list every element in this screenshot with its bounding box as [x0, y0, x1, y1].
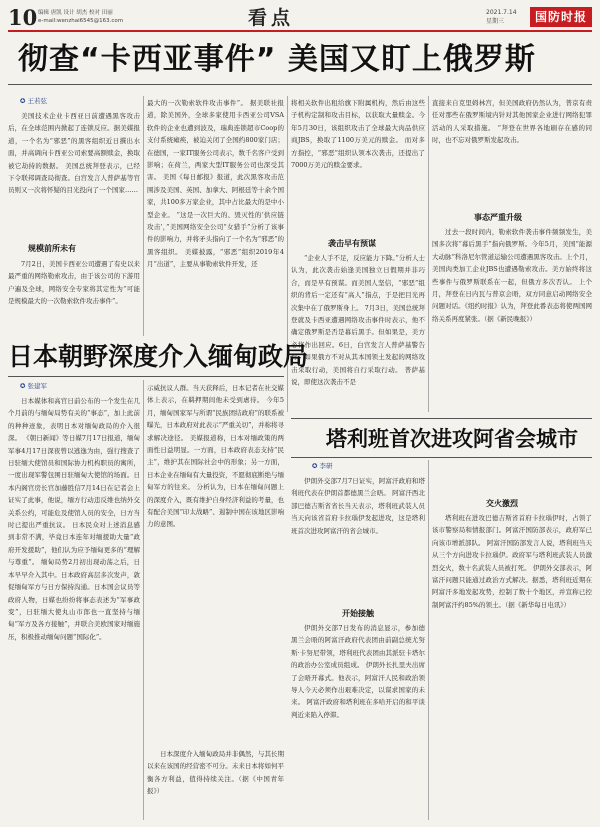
column-rule	[143, 96, 144, 336]
page-header	[8, 6, 592, 32]
email-line: e-mail:wenzhai6545@163.com	[38, 18, 124, 24]
editors-line: 编辑 唐凯 设计 胡杰 校对 田丽	[38, 10, 113, 16]
article3-col2: 塔利班在进攻巴德吉斯省首府卡拉瑙伊时，占领了该市警察局和情报部门。阿富汗国防部表示，政府军已向该市增派部队。 阿富汗国防部发言人说，塔利班当天从三个方向进攻卡拉瑙伊。政府军与塔利班武装人员激烈交火，数十名武装人员被打死。 伊朗外交部表示，阿富汗问题只能通过政治方式解决。据悉，塔利班近期在阿富汗多地发起攻势，控制了数十个地区，并宣称已控制阿富汗约85%的领土。（据《新华每日电讯》）	[432, 514, 592, 609]
section-title: 看点	[248, 7, 295, 29]
article1-col4b: 过去一段时间内，勒索软件袭击事件频频发生，美国多次将“幕后黑手”指向俄罗斯。今年5月，美国“能源大动脉”科洛尼尔管道运输公司遭遇黑客攻击。上个月，美国肉类加工企业JBS也遭遇勒索攻击。美方始终将这些事件与俄罗斯联系在一起，但俄方多次否认。 上个月，拜登在日内瓦与普京会晤，双方同意启动网络安全问题对话。《纽约时报》认为，拜登此番表态将使两国网络关系再度紧张。（据《新民晚报》）	[432, 228, 592, 323]
article3-col2-top	[432, 462, 592, 496]
divider	[291, 418, 592, 419]
article3-col1b: 伊朗外交部7日发布的消息显示，参加德黑兰会晤的阿富汗政府代表团由前副总统尤努斯·卡努尼带领，塔利班代表团由其派驻卡塔尔的政治办公室成员组成。 伊朗外长扎里夫出席了会晤开幕式。他表示，阿富汗人民和政治领导人今天必须作出艰难决定，以谋求国家的未来。 阿富汗政府和塔利班在多哈开启的和平谈判近来陷入停滞。	[291, 624, 425, 719]
column-rule	[428, 460, 429, 820]
article1-subhead-premeditated: 袭击早有预谋	[328, 239, 376, 248]
article1-col3b: “企业人手不足，反应能力下降。”分析人士认为，此次袭击始逢美国独立日假期并非巧合，而是早有预谋。而美国人坚信，“邪恶”组织的背后一定还有“高人”指点，于是把目光再次集中在了俄罗斯身上。 7月3日，美国总统拜登就及卡西亚遭遇网络攻击事件时表示，他不确定俄罗斯是否是幕后黑手。但如果是，美方必将作出回应。6日，白宫发言人普萨基警告称，如果俄方不对从其本国领土发起的网络攻击采取行动，美国将自行采取行动。 普萨基说，即使这次袭击不是	[291, 254, 425, 387]
article1-byline: ✪ 王若弦	[20, 97, 48, 105]
page-number: 10	[8, 5, 38, 30]
article2-col2: 示威抗议人群。当天获释后，日本记者在社交媒体上表示，在羁押期间他未受到虐待。 今年5月，缅甸国家军与所谓“民族团结政府”的联系被曝光，日本政府对此表示“严重关切”，并称将寻求解决途径。 美媒报道称，日本对缅政策的两面性日益明显。一方面，日本政府表态支持“民主”，维护其在国际社会中的形象；另一方面，日本企业在缅甸有大量投资，不愿彻底断绝与缅甸军方的往来。 分析认为，日本在缅甸问题上的深度介入，既有维护自身经济利益的考量，也有配合美国“印太战略”、遏制中国在该地区影响力的意图。	[147, 384, 284, 529]
article3-byline: ✪ 李研	[312, 462, 333, 470]
editor-credits	[38, 9, 123, 25]
article3-subhead-contact: 开始接触	[342, 609, 374, 618]
weekday-line: 星期三	[486, 18, 505, 25]
article1-col2: 最大的一次勒索软件攻击事件”。 据美联社报道，除美国外，全球多家使用卡西亚公司VSA软件的企业也遭到波及，瑞典连锁超市Coop的支付系统瘫痪，被迫关闭了全国约800家门店；在德国，一家IT服务公司表示，数千名客户受到影响；在荷兰，两家大型IT服务公司也深受其害。 美国《每日邮报》报道，此次黑客攻击范围涉及美国、英国、加拿大、阿根廷等十余个国家，共100多万家企业，其中占比最大的是中小型企业。 “这是一次巨大的、毁灭性的‘供应链攻击’，”美国网络安全公司“女猎手”分析了该事件的影响力，并将矛头指向了一个名为“邪恶”的黑客组织。 美媒披露，“邪恶”组织2019年4月“出道”，主要从事勒索软件开发，还	[147, 99, 284, 269]
article2-col2b: 日本深度介入缅甸政局并非偶然，与其长期以来在该国的经营密不可分。未来日本将如何平衡各方利益，值得持续关注。（据《中国青年报》）	[147, 750, 284, 796]
article2-byline: ✪ 张建军	[20, 382, 48, 390]
article2-headline: 日本朝野深度介入缅甸政局	[8, 342, 309, 371]
article3-headline: 塔利班首次进攻阿省会城市	[326, 427, 578, 451]
article1-col3: 将相关软件出租给旗下附属机构，然后由这些子机构定制和攻击目标，以获取大量赎金。今年5月30日，该组织攻击了全球最大肉品供应商JBS，换取了1100万美元的赎金。 而对多方指控，“邪恶”组织认领本次袭击，还提出了7000万美元的赎金要求。	[291, 99, 425, 170]
article1-subhead-escalation: 事态严重升级	[474, 213, 522, 222]
issue-date	[486, 8, 517, 26]
article2-col1: 日本媒体和高官日前公布的一个发生在几个月前的与缅甸局势有关的“事态”，加上此前的种种迹象，表明日本对缅甸政局的介入很深。 《朝日新闻》等日媒7月17日报道，缅甸军事4月17日深夜曾以逃逸为由，强行搜查了日驻缅大使馆员和国际协力机构职员的寓所，一度出现军警包围日驻缅甸大使馆的场面。日本内阁官房长官加藤胜信7月14日在记者会上证实了此事，他说，缅方行动违反维也纳外交关系公约，可能危及使馆人员的安全，日方当时已提出严重抗议。 日本民众对上述消息感到非常不满，毕竟日本连年对缅援助大量“政府开发援助”，他们认为应予缅甸更多的“理解与尊重”。 缅甸局势2月初出现动荡之后，日本早早介入其中。日本政府高层多次发声，敦促缅甸军方与日方保持沟通。日本国会议员等政府人物，日媒也纷纷将事态表述为“军事政变”，日驻缅大使丸山市郎也一直坚持与缅甸“军方及各方接触”，并联合美欧国家对缅施压，积极推动缅甸问题“国际化”。	[8, 397, 140, 641]
divider	[291, 457, 592, 458]
article1-col1b: 7月2日，美国卡西亚公司遭遇了有史以来最严重的网络勒索攻击，由于该公司的下游用户遍及全球，网络安全专家将其定性为“可能是规模最大的一次勒索软件攻击事件”。	[8, 260, 140, 306]
article1-col4: 直接来自克里姆林宫，但美国政府仍然认为，普京有责任对那些在俄罗斯境内针对其他国家企业进行网络犯罪活动的人采取措施。 “拜登在世界各地刷存在感的同时，也不忘对俄罗斯发起攻击。	[432, 99, 592, 145]
article1-headline: 彻查“卡西亚事件” 美国又盯上俄罗斯	[18, 42, 536, 77]
column-rule	[143, 380, 144, 820]
article3-col1: 伊朗外交部7月7日证实，阿富汗政府和塔利班代表在伊朗首都德黑兰会晤。 阿富汗西北部巴德吉斯省省长当天表示，塔利班武装人员当天向该省首府卡拉瑙伊发起进攻，这是塔利班首次进攻阿富汗的省会城市。	[291, 477, 425, 535]
date-line: 2021.7.14	[486, 9, 517, 16]
divider	[8, 84, 592, 85]
article1-col1: 美国技术企业卡西亚日前遭遇黑客攻击后，在全球范围内掀起了连锁反应。据美媒报道，一个名为“邪恶”的黑客组织近日撰出水面，并高调向卡西亚公司索要高额赎金，换取被它劫持的数据。 美国总统拜登表示，已经下令联邦调查局彻查。白宫发言人普萨基等官员则又一次将怀疑的目光投向了一个国家……	[8, 112, 140, 195]
article1-subhead-scale: 规模前所未有	[28, 244, 76, 253]
masthead-logo: 国防时报	[530, 7, 592, 27]
divider	[8, 376, 284, 377]
column-rule	[428, 96, 429, 412]
article3-subhead-fighting: 交火激烈	[486, 499, 518, 508]
